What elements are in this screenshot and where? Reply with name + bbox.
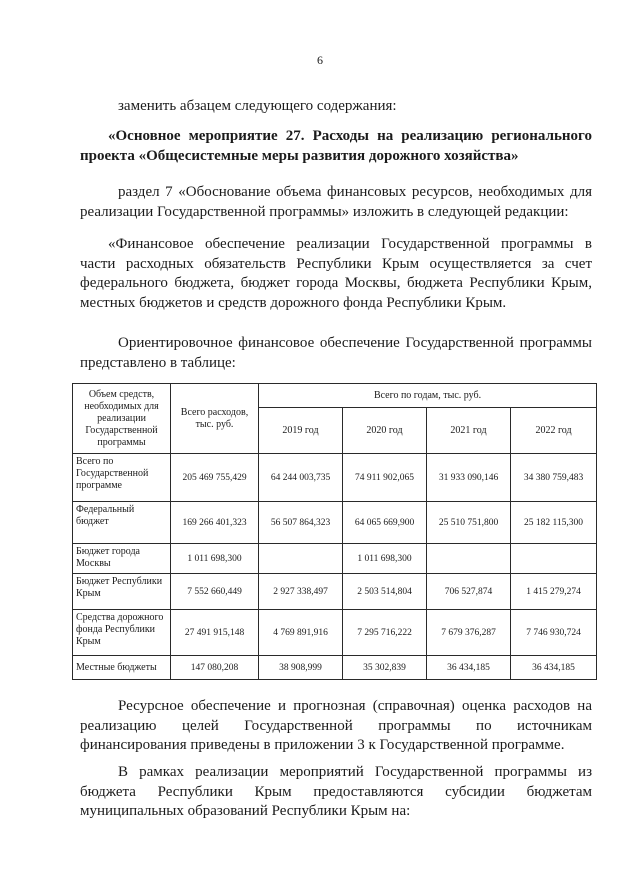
paragraph-main-activity-heading: «Основное мероприятие 27. Расходы на реализацию регионального проекта «Общесистемные меры развития дорожного хозяйства» (80, 128, 592, 164)
header-year-2021: 2021 год (427, 408, 511, 454)
cell-2022: 36 434,185 (511, 656, 597, 680)
cell-2021: 31 933 090,146 (427, 454, 511, 502)
cell-total: 147 080,208 (171, 656, 259, 680)
header-year-2022: 2022 год (511, 408, 597, 454)
table-row (73, 574, 597, 610)
table-header-row (73, 384, 597, 408)
cell-2019 (259, 544, 343, 574)
cell-2021: 36 434,185 (427, 656, 511, 680)
cell-2021: 25 510 751,800 (427, 502, 511, 544)
header-source: Объем средств, необходимых для реализации Государственной программы (73, 384, 171, 454)
cell-2022 (511, 544, 597, 574)
cell-2021: 7 679 376,287 (427, 610, 511, 656)
cell-2022: 7 746 930,724 (511, 610, 597, 656)
cell-total: 27 491 915,148 (171, 610, 259, 656)
cell-2022: 25 182 115,300 (511, 502, 597, 544)
table-row (73, 656, 597, 680)
cell-2022: 1 415 279,274 (511, 574, 597, 610)
row-label: Всего по Государственной программе (73, 454, 171, 502)
cell-total: 205 469 755,429 (171, 454, 259, 502)
row-label: Бюджет Республики Крым (73, 574, 171, 610)
cell-2020: 35 302,839 (343, 656, 427, 680)
cell-2021 (427, 544, 511, 574)
paragraph-replace-intro: заменить абзацем следующего содержания: (118, 98, 397, 114)
paragraph-subsidies: В рамках реализации мероприятий Государственной программы из бюджета Республики Крым предоставляются субсидии бюджетам муниципальных образований Республики Крым на: (80, 764, 592, 819)
cell-2022: 34 380 759,483 (511, 454, 597, 502)
header-years-group: Всего по годам, тыс. руб. (259, 384, 597, 408)
table-row (73, 502, 597, 544)
cell-2021: 706 527,874 (427, 574, 511, 610)
row-label: Средства дорожного фонда Республики Крым (73, 610, 171, 656)
cell-2019: 4 769 891,916 (259, 610, 343, 656)
cell-2020: 74 911 902,065 (343, 454, 427, 502)
cell-total: 1 011 698,300 (171, 544, 259, 574)
row-label: Местные бюджеты (73, 656, 171, 680)
financing-table (72, 383, 597, 680)
row-label: Бюджет города Москвы (73, 544, 171, 574)
page-number: 6 (317, 53, 323, 67)
cell-2019: 2 927 338,497 (259, 574, 343, 610)
paragraph-section-7-intro: раздел 7 «Обоснование объема финансовых ресурсов, необходимых для реализации Государственной программы» изложить в следующей редакции: (80, 184, 592, 220)
cell-2020: 7 295 716,222 (343, 610, 427, 656)
header-year-2019: 2019 год (259, 408, 343, 454)
cell-2019: 38 908,999 (259, 656, 343, 680)
table-row (73, 610, 597, 656)
cell-total: 169 266 401,323 (171, 502, 259, 544)
paragraph-resource-provision: Ресурсное обеспечение и прогнозная (справочная) оценка расходов на реализацию целей Государственной программы по источникам финансирования приведены в приложении 3 к Государственной программе. (80, 698, 592, 753)
cell-2020: 2 503 514,804 (343, 574, 427, 610)
header-year-2020: 2020 год (343, 408, 427, 454)
row-label: Федеральный бюджет (73, 502, 171, 544)
cell-2020: 64 065 669,900 (343, 502, 427, 544)
paragraph-financing-sources: «Финансовое обеспечение реализации Государственной программы в части расходных обязательств Республики Крым осуществляется за счет федерального бюджета, бюджет города Москвы, бюджета Республики Крым, местных бюджетов и средств дорожного фонда Республики Крым. (80, 236, 592, 311)
cell-2019: 56 507 864,323 (259, 502, 343, 544)
cell-2019: 64 244 003,735 (259, 454, 343, 502)
paragraph-table-intro: Ориентировочное финансовое обеспечение Государственной программы представлено в таблице: (80, 335, 592, 371)
table-row (73, 544, 597, 574)
table-row (73, 454, 597, 502)
header-total: Всего расходов, тыс. руб. (171, 384, 259, 454)
cell-2020: 1 011 698,300 (343, 544, 427, 574)
cell-total: 7 552 660,449 (171, 574, 259, 610)
